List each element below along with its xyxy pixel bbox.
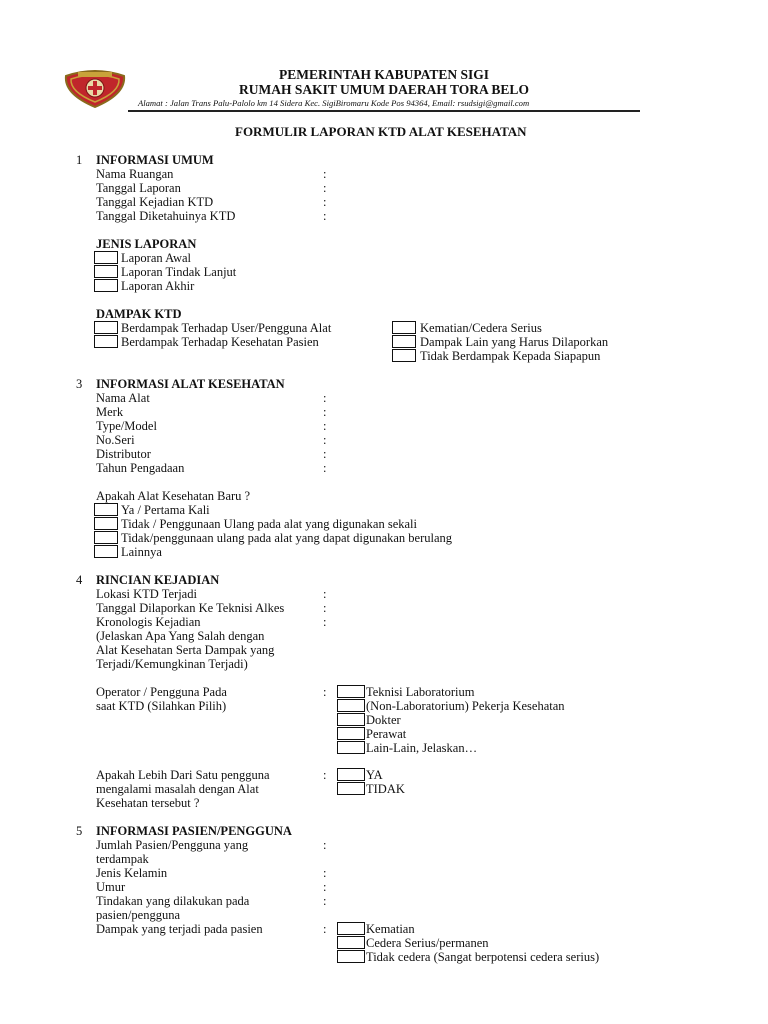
field-colon: : [323,601,327,615]
checkbox-label: Kematian/Cedera Serius [420,321,542,335]
section-3-number: 3 [76,377,83,391]
checkbox-label: Laporan Tindak Lanjut [121,265,237,279]
checkbox[interactable] [337,922,365,935]
checkbox[interactable] [94,335,118,348]
checkbox-label: Laporan Akhir [121,279,195,293]
field-colon: : [323,391,327,405]
field-colon: : [323,447,327,461]
field-colon: : [323,615,327,629]
field-colon: : [323,209,327,223]
checkbox[interactable] [337,741,365,754]
field-colon: : [323,880,327,894]
checkbox[interactable] [337,727,365,740]
kronologis-note: Alat Kesehatan Serta Dampak yang [96,643,275,657]
field-label: Merk [96,405,124,419]
field-colon: : [323,433,327,447]
checkbox[interactable] [94,279,118,292]
operator-label: saat KTD (Silahkan Pilih) [96,699,227,713]
lebih-label: Kesehatan tersebut ? [96,796,200,810]
hospital-logo-icon [62,68,128,108]
field-label: Dampak yang terjadi pada pasien [96,922,263,936]
field-label: Tanggal Diketahuinya KTD [96,209,236,223]
section-1-title: INFORMASI UMUM [96,153,214,167]
checkbox-label: (Non-Laboratorium) Pekerja Kesehatan [366,699,565,713]
section-3-title: INFORMASI ALAT KESEHATAN [96,377,285,391]
field-label: Umur [96,880,126,894]
checkbox-label: Lainnya [121,545,162,559]
field-colon: : [323,894,327,908]
field-colon: : [323,461,327,475]
field-label: Tindakan yang dilakukan pada [96,894,250,908]
checkbox[interactable] [94,503,118,516]
field-colon: : [323,181,327,195]
field-label: Type/Model [96,419,157,433]
field-label: Jenis Kelamin [96,866,168,880]
checkbox-label: Kematian [366,922,415,936]
checkbox[interactable] [337,768,365,781]
field-colon: : [323,838,327,852]
checkbox[interactable] [392,335,416,348]
checkbox-label: YA [366,768,383,782]
operator-label: Operator / Pengguna Pada [96,685,227,699]
checkbox[interactable] [392,321,416,334]
dampak-ktd-title: DAMPAK KTD [96,307,182,321]
field-colon: : [323,167,327,181]
jenis-laporan-title: JENIS LAPORAN [96,237,197,251]
field-colon: : [323,685,327,699]
checkbox[interactable] [337,685,365,698]
checkbox-label: Tidak / Penggunaan Ulang pada alat yang digunakan sekali [121,517,417,531]
kronologis-note: Terjadi/Kemungkinan Terjadi) [96,657,248,671]
field-label: Tanggal Kejadian KTD [96,195,214,209]
checkbox-label: Lain-Lain, Jelaskan… [366,741,478,755]
checkbox[interactable] [94,517,118,530]
checkbox-label: Ya / Pertama Kali [121,503,210,517]
field-label: No.Seri [96,433,135,447]
checkbox[interactable] [94,321,118,334]
checkbox[interactable] [337,713,365,726]
field-label: Lokasi KTD Terjadi [96,587,197,601]
section-4-title: RINCIAN KEJADIAN [96,573,220,587]
field-label: Tanggal Dilaporkan Ke Teknisi Alkes [96,601,285,615]
checkbox[interactable] [94,545,118,558]
checkbox-label: Berdampak Terhadap Kesehatan Pasien [121,335,319,349]
field-colon: : [323,419,327,433]
checkbox-label: Dampak Lain yang Harus Dilaporkan [420,335,609,349]
section-5-number: 5 [76,824,83,838]
field-label: Tanggal Laporan [96,181,181,195]
checkbox-label: TIDAK [366,782,405,796]
checkbox[interactable] [94,251,118,264]
checkbox[interactable] [392,349,416,362]
header-address: Alamat : Jalan Trans Palu-Palolo km 14 Sidera Kec. SigiBiromaru Kode Pos 94364, Email: rsudsigi@gmail.com [138,98,530,108]
field-label: terdampak [96,852,149,866]
form-title: FORMULIR LAPORAN KTD ALAT KESEHATAN [235,124,527,139]
field-colon: : [323,922,327,936]
checkbox-label: Laporan Awal [121,251,192,265]
checkbox-label: Tidak Berdampak Kepada Siapapun [420,349,601,363]
checkbox-label: Dokter [366,713,401,727]
alat-baru-question: Apakah Alat Kesehatan Baru ? [96,489,251,503]
lebih-label: mengalami masalah dengan Alat [96,782,259,796]
header-government: PEMERINTAH KABUPATEN SIGI [278,67,490,82]
field-label: Distributor [96,447,151,461]
checkbox[interactable] [337,950,365,963]
checkbox-label: Teknisi Laboratorium [366,685,475,699]
field-label: Nama Alat [96,391,150,405]
header-divider [128,110,640,112]
checkbox[interactable] [94,531,118,544]
checkbox-label: Tidak/penggunaan ulang pada alat yang dapat digunakan berulang [121,531,453,545]
lebih-label: Apakah Lebih Dari Satu pengguna [96,768,270,782]
checkbox[interactable] [337,936,365,949]
section-4-number: 4 [76,573,83,587]
kronologis-note: (Jelaskan Apa Yang Salah dengan [96,629,265,643]
checkbox[interactable] [337,782,365,795]
section-5-title: INFORMASI PASIEN/PENGGUNA [96,824,292,838]
field-label: pasien/pengguna [96,908,181,922]
field-colon: : [323,587,327,601]
checkbox-label: Cedera Serius/permanen [366,936,489,950]
field-colon: : [323,195,327,209]
checkbox[interactable] [337,699,365,712]
field-label: Jumlah Pasien/Pengguna yang [96,838,249,852]
checkbox-label: Berdampak Terhadap User/Pengguna Alat [121,321,332,335]
header-hospital-name: RUMAH SAKIT UMUM DAERAH TORA BELO [239,82,529,97]
checkbox-label: Perawat [366,727,407,741]
checkbox-label: Tidak cedera (Sangat berpotensi cedera serius) [366,950,600,964]
field-colon: : [323,405,327,419]
field-label: Tahun Pengadaan [96,461,185,475]
field-label: Nama Ruangan [96,167,174,181]
section-1-number: 1 [76,153,83,167]
checkbox[interactable] [94,265,118,278]
field-colon: : [323,768,327,782]
field-label: Kronologis Kejadian [96,615,201,629]
field-colon: : [323,866,327,880]
